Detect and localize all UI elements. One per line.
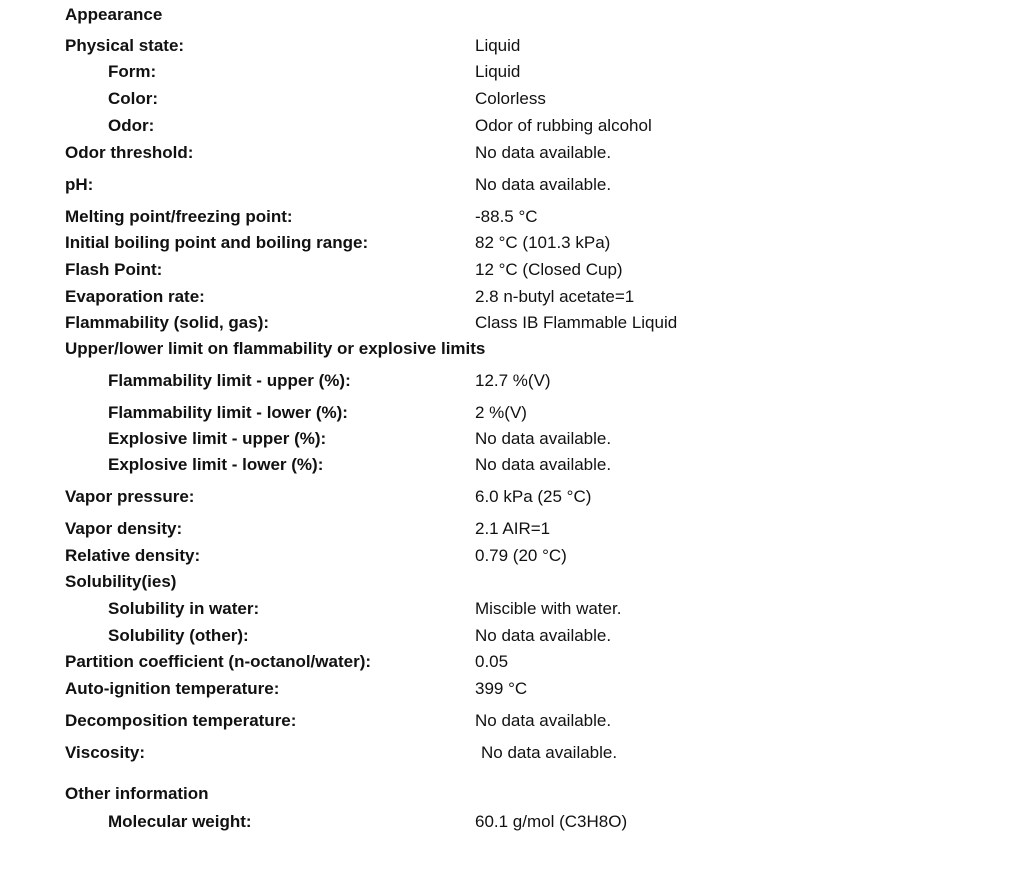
label-flammability-limit-lower: Flammability limit - lower (%): — [108, 403, 348, 422]
label-autoignition-temperature: Auto-ignition temperature: — [65, 679, 280, 698]
label-odor: Odor: — [108, 116, 155, 135]
value-odor-threshold: No data available. — [475, 143, 612, 162]
value-ph: No data available. — [475, 175, 612, 194]
label-partition-coefficient: Partition coefficient (n-octanol/water): — [65, 652, 372, 671]
value-vapor-pressure: 6.0 kPa (25 °C) — [475, 487, 592, 506]
label-form: Form: — [108, 62, 157, 81]
label-melting-point: Melting point/freezing point: — [65, 207, 293, 226]
value-evaporation-rate: 2.8 n-butyl acetate=1 — [475, 287, 635, 306]
section-heading-solubility: Solubility(ies) — [65, 572, 177, 591]
value-flammability-limit-lower: 2 %(V) — [475, 403, 527, 422]
value-solubility-water: Miscible with water. — [475, 599, 622, 618]
section-heading-appearance: Appearance — [65, 5, 163, 24]
label-vapor-pressure: Vapor pressure: — [65, 487, 195, 506]
label-explosive-limit-upper: Explosive limit - upper (%): — [108, 429, 327, 448]
value-decomposition-temperature: No data available. — [475, 711, 612, 730]
value-form: Liquid — [475, 62, 521, 81]
value-solubility-other: No data available. — [475, 626, 612, 645]
value-physical-state: Liquid — [475, 36, 521, 55]
label-molecular-weight: Molecular weight: — [108, 812, 252, 831]
value-odor: Odor of rubbing alcohol — [475, 116, 652, 135]
value-flash-point: 12 °C (Closed Cup) — [475, 260, 623, 279]
label-odor-threshold: Odor threshold: — [65, 143, 194, 162]
label-decomposition-temperature: Decomposition temperature: — [65, 711, 297, 730]
label-physical-state: Physical state: — [65, 36, 185, 55]
section-heading-upper-lower-limits: Upper/lower limit on flammability or explosive limits — [65, 339, 486, 358]
label-viscosity: Viscosity: — [65, 743, 146, 762]
label-solubility-water: Solubility in water: — [108, 599, 260, 618]
value-viscosity: No data available. — [481, 743, 618, 762]
value-vapor-density: 2.1 AIR=1 — [475, 519, 551, 538]
label-boiling-point: Initial boiling point and boiling range: — [65, 233, 369, 252]
value-partition-coefficient: 0.05 — [475, 652, 509, 671]
label-solubility-other: Solubility (other): — [108, 626, 249, 645]
value-explosive-limit-lower: No data available. — [475, 455, 612, 474]
label-relative-density: Relative density: — [65, 546, 201, 565]
label-flammability-limit-upper: Flammability limit - upper (%): — [108, 371, 351, 390]
label-ph: pH: — [65, 175, 94, 194]
value-boiling-point: 82 °C (101.3 kPa) — [475, 233, 611, 252]
value-autoignition-temperature: 399 °C — [475, 679, 528, 698]
label-color: Color: — [108, 89, 159, 108]
section-heading-other-information: Other information — [65, 784, 209, 803]
value-molecular-weight: 60.1 g/mol (C3H8O) — [475, 812, 628, 831]
value-color: Colorless — [475, 89, 546, 108]
value-flammability: Class IB Flammable Liquid — [475, 313, 678, 332]
value-melting-point: -88.5 °C — [475, 207, 538, 226]
value-explosive-limit-upper: No data available. — [475, 429, 612, 448]
label-vapor-density: Vapor density: — [65, 519, 183, 538]
label-flash-point: Flash Point: — [65, 260, 163, 279]
value-relative-density: 0.79 (20 °C) — [475, 546, 567, 565]
value-flammability-limit-upper: 12.7 %(V) — [475, 371, 551, 390]
label-evaporation-rate: Evaporation rate: — [65, 287, 205, 306]
label-flammability: Flammability (solid, gas): — [65, 313, 270, 332]
label-explosive-limit-lower: Explosive limit - lower (%): — [108, 455, 324, 474]
